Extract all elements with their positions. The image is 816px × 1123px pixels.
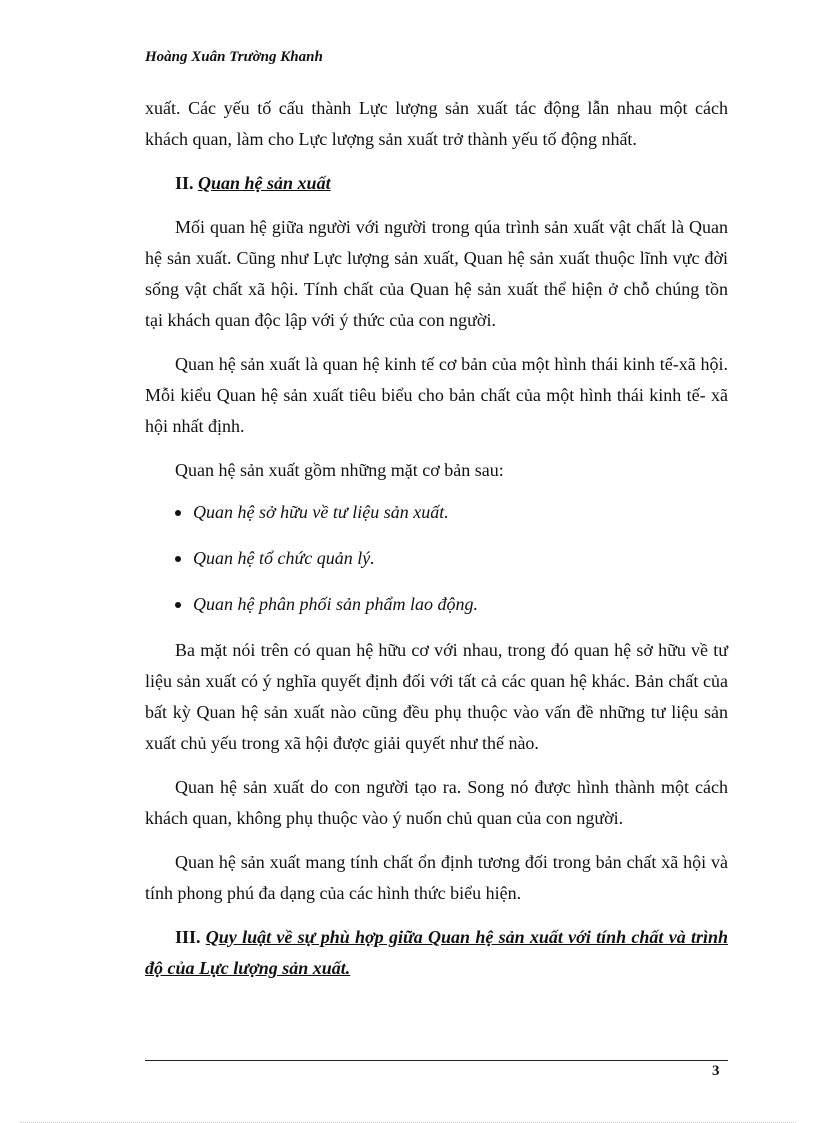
- paragraph: Quan hệ sản xuất mang tính chất ổn định tương đối trong bản chất xã hội và tính phong phú đa dạng của các hình thức biểu hiện.: [145, 852, 728, 903]
- footer-divider: [145, 1060, 728, 1061]
- paragraph: Quan hệ sản xuất do con người tạo ra. Song nó được hình thành một cách khách quan, không phụ thuộc vào ý nuốn chủ quan của con người.: [145, 777, 728, 828]
- section-heading-2: [145, 168, 728, 199]
- list-item: [145, 497, 728, 543]
- list-item-text: Quan hệ phân phối sản phẩm lao động.: [193, 594, 478, 614]
- bullet-icon: [175, 510, 181, 516]
- paragraph: Quan hệ sản xuất gồm những mặt cơ bản sau:: [175, 460, 504, 480]
- section-number: II.: [175, 173, 194, 193]
- list-item-text: Quan hệ sở hữu về tư liệu sản xuất.: [193, 502, 449, 522]
- section-heading-3: [145, 922, 728, 984]
- paragraph-continuation: xuất. Các yếu tố cấu thành Lực lượng sản xuất tác động lẫn nhau một cách khách quan, làm cho Lực lượng sản xuất trở thành yếu tố động nhất.: [145, 98, 728, 149]
- section-number: III.: [175, 927, 201, 947]
- document-body: [145, 93, 728, 984]
- page-header-author: Hoàng Xuân Trường Khanh: [145, 49, 323, 65]
- section-title: Quy luật về sự phù hợp giữa Quan hệ sản xuất với tính chất và trình độ của Lực lượng sản xuất.: [145, 927, 728, 978]
- bullet-icon: [175, 602, 181, 608]
- paragraph: Ba mặt nói trên có quan hệ hữu cơ với nhau, trong đó quan hệ sở hữu về tư liệu sản xuất có ý nghĩa quyết định đối với tất cả các quan hệ khác. Bản chất của bất kỳ Quan hệ sản xuất nào cũng đều phụ thuộc vào vấn đề những tư liệu sản xuất chủ yếu trong xã hội được giải quyết như thế nào.: [145, 640, 728, 753]
- bullet-list: [145, 497, 728, 635]
- bullet-icon: [175, 556, 181, 562]
- section-title: Quan hệ sản xuất: [198, 173, 331, 193]
- page-number: 3: [712, 1063, 720, 1079]
- list-item-text: Quan hệ tổ chức quản lý.: [193, 548, 375, 568]
- paragraph: Mối quan hệ giữa người với người trong qúa trình sản xuất vật chất là Quan hệ sản xuất. Cũng như Lực lượng sản xuất, Quan hệ sản xuất thuộc lĩnh vực đời sống vật chất xã hội. Tính chất của Quan hệ sản xuất thể hiện ở chỗ chúng tồn tại khách quan độc lập với ý thức của con người.: [145, 217, 728, 330]
- list-item: [145, 543, 728, 589]
- list-item: [145, 589, 728, 635]
- paragraph: Quan hệ sản xuất là quan hệ kinh tế cơ bản của một hình thái kinh tế-xã hội. Mỗi kiểu Quan hệ sản xuất tiêu biểu cho bản chất của một hình thái kinh tế- xã hội nhất định.: [145, 354, 728, 436]
